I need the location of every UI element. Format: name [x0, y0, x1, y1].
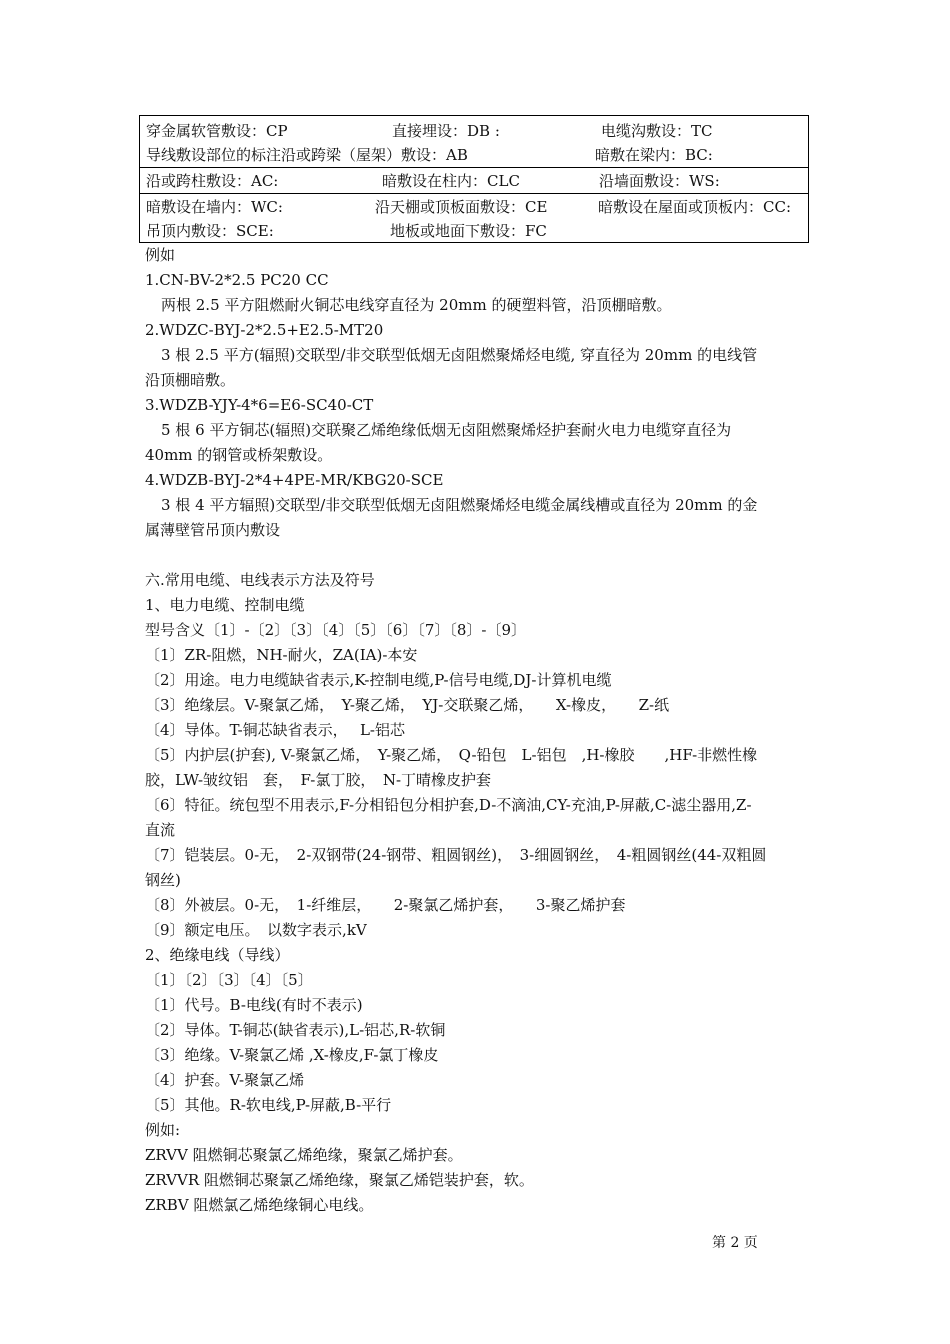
text-line: 1、电力电缆、控制电缆	[145, 596, 305, 614]
text-line: 两根 2.5 平方阻燃耐火铜芯电线穿直径为 20mm 的硬塑料管，沿顶棚暗敷。	[161, 296, 672, 314]
text-line: 例如	[145, 246, 176, 264]
text-line: 〔1〕代号。B-电线(有时不表示)	[145, 996, 363, 1014]
table-cell: 沿墙面敷设：WS:	[599, 172, 720, 190]
table-row	[140, 194, 808, 242]
text-line: 3 根 4 平方辐照)交联型/非交联型低烟无卤阻燃聚烯烃电缆金属线槽或直径为 20mm 的金	[161, 496, 758, 514]
table-cell: 沿或跨柱敷设：AC:	[146, 172, 279, 190]
text-line: 〔5〕其他。R-软电线,P-屏蔽,B-平行	[145, 1096, 392, 1114]
table-cell: 暗敷在梁内：BC:	[595, 146, 713, 164]
text-line: 钢丝)	[145, 871, 181, 889]
text-line: 2、绝缘电线（导线）	[145, 946, 290, 964]
text-line: 六.常用电缆、电线表示方法及符号	[145, 571, 375, 589]
text-line: 〔7〕铠装层。0-无， 2-双钢带(24-钢带、粗圆钢丝)， 3-细圆钢丝， 4-粗圆钢丝(44-双粗圆	[145, 846, 767, 864]
table-cell: 暗敷设在屋面或顶板内：CC:	[598, 198, 792, 216]
text-line: 直流	[145, 821, 176, 839]
text-line: 〔9〕额定电压。 以数字表示,kV	[145, 921, 367, 939]
text-line: 〔6〕特征。统包型不用表示,F-分相铅包分相护套,D-不滴油,CY-充油,P-屏蔽,C-滤尘器用,Z-	[145, 796, 752, 814]
table-cell: 导线敷设部位的标注沿或跨梁（屋架）敷设：AB	[146, 146, 468, 164]
body-text	[145, 243, 815, 1218]
text-line: 〔2〕用途。电力电缆缺省表示,K-控制电缆,P-信号电缆,DJ-计算机电缆	[145, 671, 612, 689]
text-line: 40mm 的钢管或桥架敷设。	[145, 446, 333, 464]
table-cell: 地板或地面下敷设：FC	[390, 222, 547, 240]
text-line: 沿顶棚暗敷。	[145, 371, 236, 389]
text-line: 〔2〕导体。T-铜芯(缺省表示),L-铝芯,R-软铜	[145, 1021, 446, 1039]
table-cell: 沿天棚或顶板面敷设：CE	[375, 198, 548, 216]
text-line: 〔1〕ZR-阻燃，NH-耐火，ZA(IA)-本安	[145, 646, 418, 664]
text-line: 3.WDZB-YJY-4*6=E6-SC40-CT	[145, 396, 374, 414]
table-row	[140, 168, 808, 194]
table-row	[140, 116, 808, 168]
text-line: 属薄壁管吊顶内敷设	[145, 521, 281, 539]
text-line: 5 根 6 平方铜芯(辐照)交联聚乙烯绝缘低烟无卤阻燃聚烯烃护套耐火电力电缆穿直径为	[161, 421, 732, 439]
table-cell: 暗敷设在柱内：CLC	[382, 172, 520, 190]
text-line: 2.WDZC-BYJ-2*2.5+E2.5-MT20	[145, 321, 384, 339]
text-line: 〔3〕绝缘层。V-聚氯乙烯， Y-聚乙烯， YJ-交联聚乙烯， X-橡皮， Z-纸	[145, 696, 670, 714]
text-line: 〔5〕内护层(护套), V-聚氯乙烯， Y-聚乙烯， Q-铅包 L-铝包 ,H-橡胶 ,HF-非燃性橡	[145, 746, 758, 764]
text-line: 〔8〕外被层。0-无， 1-纤维层， 2-聚氯乙烯护套， 3-聚乙烯护套	[145, 896, 626, 914]
table-cell: 电缆沟敷设：TC	[601, 122, 713, 140]
text-line: ZRBV 阻燃氯乙烯绝缘铜心电线。	[145, 1196, 374, 1214]
text-line: 1.CN-BV-2*2.5 PC20 CC	[145, 271, 329, 289]
table-cell: 暗敷设在墙内：WC:	[146, 198, 283, 216]
text-line: 〔4〕护套。V-聚氯乙烯	[145, 1071, 305, 1089]
table-cell: 穿金属软管敷设：CP	[146, 122, 288, 140]
text-line: 例如:	[145, 1121, 181, 1139]
text-line: 胶，LW-皱纹铝 套， F-氯丁胶， N-丁晴橡皮护套	[145, 771, 492, 789]
table-cell: 吊顶内敷设：SCE:	[146, 222, 274, 240]
text-line: 3 根 2.5 平方(辐照)交联型/非交联型低烟无卤阻燃聚烯烃电缆, 穿直径为 20mm 的电线管	[161, 346, 758, 364]
text-line: 4.WDZB-BYJ-2*4+4PE-MR/KBG20-SCE	[145, 471, 444, 489]
page-number: 第 2 页	[712, 1235, 758, 1251]
text-line	[145, 543, 815, 568]
text-line: 〔4〕导体。T-铜芯缺省表示， L-铝芯	[145, 721, 405, 739]
text-line: 〔1〕〔2〕〔3〕〔4〕〔5〕	[145, 971, 313, 989]
text-line: ZRVV 阻燃铜芯聚氯乙烯绝缘，聚氯乙烯护套。	[145, 1146, 463, 1164]
text-line: 〔3〕绝缘。V-聚氯乙烯 ,X-橡皮,F-氯丁橡皮	[145, 1046, 439, 1064]
table-cell: 直接埋设：DB :	[392, 122, 500, 140]
text-line: ZRVVR 阻燃铜芯聚氯乙烯绝缘，聚氯乙烯铠装护套，软。	[145, 1171, 534, 1189]
text-line: 型号含义〔1〕-〔2〕〔3〕〔4〕〔5〕〔6〕〔7〕〔8〕-〔9〕	[145, 621, 527, 639]
wiring-method-table	[139, 115, 809, 243]
